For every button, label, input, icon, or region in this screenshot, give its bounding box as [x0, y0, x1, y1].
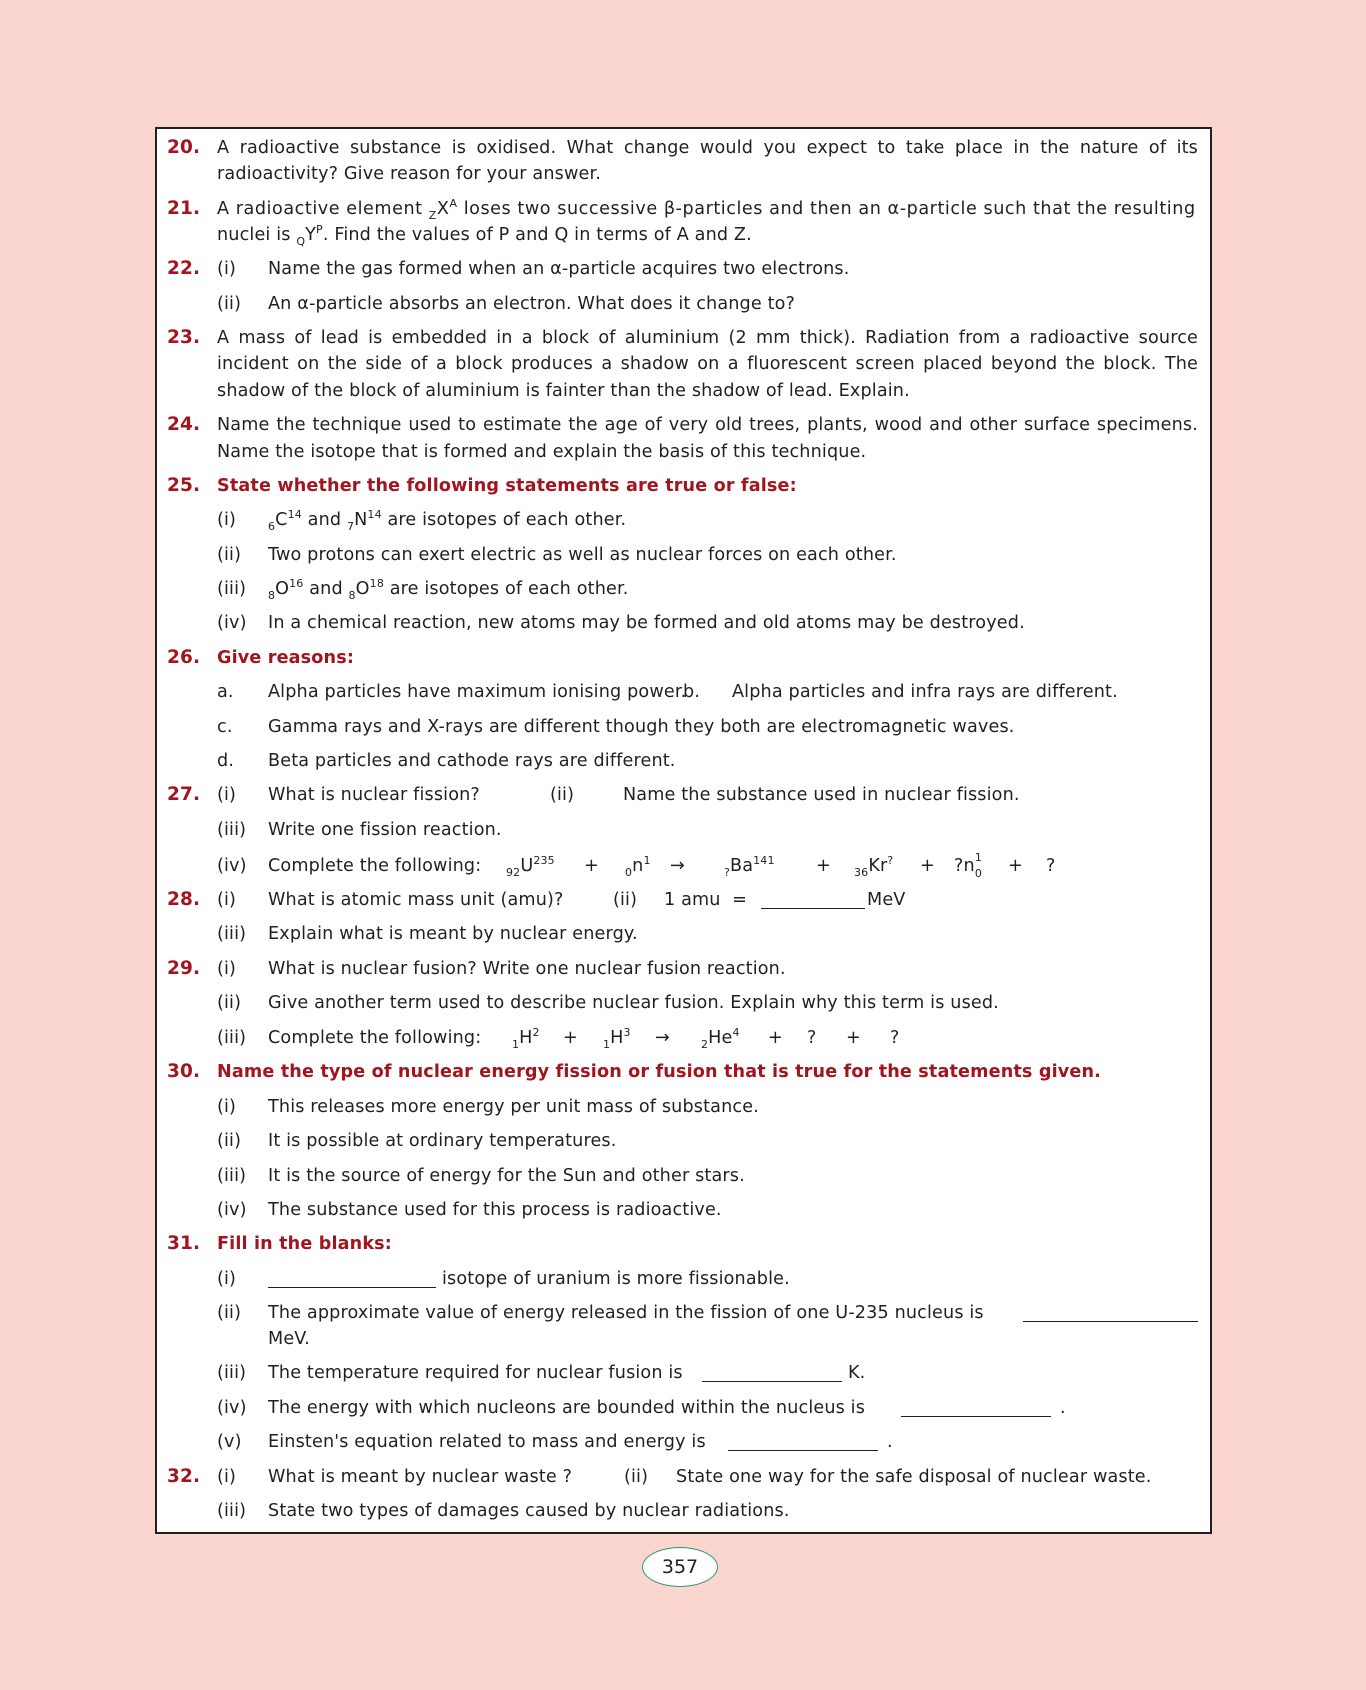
sub-label: (iv) [217, 856, 247, 876]
question-24 [157, 412, 1210, 438]
sub-text: It is the source of energy for the Sun and other stars. [268, 1166, 745, 1186]
question-26-a-b [157, 679, 1210, 705]
sub-text: isotope of uranium is more fissionable. [442, 1269, 790, 1289]
sub-label: (iv) [217, 613, 247, 633]
equation-term: ?n 1 0 [954, 851, 982, 880]
sub-text: Name the substance used in nuclear fission. [623, 785, 1020, 805]
equation-term: $_?Ba^{141}$ [724, 854, 775, 879]
sub-label: (ii) [217, 1303, 242, 1323]
fusion-equation: $_1H^2$ [512, 1026, 540, 1051]
question-24-line-2 [157, 439, 1210, 465]
equation-term: $_2He^4$ [701, 1026, 740, 1051]
question-number: 21. [167, 198, 201, 219]
sub-label: a. [217, 682, 234, 702]
sub-label: (iii) [217, 1501, 247, 1521]
question-text: radioactivity? Give reason for your answer. [217, 164, 602, 184]
question-text: Name the technique used to estimate the age of very old trees, plants, wood and other surface specimens. [217, 415, 1198, 435]
section-heading: Give reasons: [217, 648, 355, 668]
question-32-iii [157, 1498, 1210, 1524]
sub-text: What is nuclear fusion? Write one nuclear fusion reaction. [268, 959, 786, 979]
sub-label: (ii) [217, 545, 242, 565]
question-27 [157, 782, 1210, 808]
sub-label: (iii) [217, 1166, 247, 1186]
sub-text: State one way for the safe disposal of nuclear waste. [676, 1467, 1152, 1487]
question-number: 22. [167, 258, 201, 279]
unit: K. [848, 1363, 866, 1383]
sub-label: (ii) [624, 1467, 649, 1487]
equation-term: $_0n^1$ [625, 854, 651, 879]
question-31 [157, 1231, 1210, 1257]
answer-blank[interactable] [901, 1398, 1051, 1417]
question-21 [157, 196, 1210, 222]
sub-label: (i) [217, 510, 237, 530]
sub-text: This releases more energy per unit mass of substance. [268, 1097, 759, 1117]
answer-blank[interactable] [1023, 1303, 1198, 1322]
answer-blank[interactable] [728, 1432, 878, 1451]
answer-blank[interactable] [268, 1269, 436, 1288]
sub-label: (ii) [217, 1131, 242, 1151]
sub-text: Write one fission reaction. [268, 820, 502, 840]
question-29-iii [157, 1025, 1210, 1051]
question-text: nuclei is $_QY^P$. Find the values of P and Q in terms of A and Z. [217, 223, 752, 248]
sub-text: Einsten's equation related to mass and energy is [268, 1432, 706, 1452]
sub-label: (ii) [217, 993, 242, 1013]
question-27-iii [157, 817, 1210, 843]
sub-label: (iii) [217, 820, 247, 840]
sub-text: The approximate value of energy released in the fission of one U-235 nucleus is [268, 1303, 984, 1323]
question-31-i [157, 1266, 1210, 1292]
question-number: 30. [167, 1061, 201, 1082]
plus-sign: + [846, 1028, 861, 1048]
sub-label: d. [217, 751, 235, 771]
sub-text: An α-particle absorbs an electron. What does it change to? [268, 294, 796, 314]
fission-equation: $_{92}U^{235}$ [506, 854, 555, 879]
section-heading: Name the type of nuclear energy fission or fusion that is true for the statements given. [217, 1062, 1101, 1082]
question-30-ii [157, 1128, 1210, 1154]
sub-text: The substance used for this process is radioactive. [268, 1200, 722, 1220]
sub-text: $_6C^{14}$ and $_7N^{14}$ are isotopes of each other. [268, 508, 627, 533]
question-25 [157, 473, 1210, 499]
question-21-line-2 [157, 222, 1210, 248]
sub-label: (ii) [550, 785, 575, 805]
sub-text: What is nuclear fission? [268, 785, 480, 805]
sub-label: (iv) [217, 1398, 247, 1418]
question-30 [157, 1059, 1210, 1085]
sub-label: (iii) [217, 579, 247, 599]
question-25-iv [157, 610, 1210, 636]
sub-label: (iv) [217, 1200, 247, 1220]
question-text: incident on the side of a block produces a shadow on a fluorescent screen placed beyond the block. The [217, 354, 1198, 374]
sub-text: Give another term used to describe nuclear fusion. Explain why this term is used. [268, 993, 999, 1013]
sub-text: In a chemical reaction, new atoms may be formed and old atoms may be destroyed. [268, 613, 1025, 633]
plus-sign: + [920, 856, 935, 876]
sub-text: Explain what is meant by nuclear energy. [268, 924, 638, 944]
sub-text: $_8O^{16}$ and $_8O^{18}$ are isotopes of each other. [268, 577, 629, 602]
question-32 [157, 1464, 1210, 1490]
punctuation: . [887, 1432, 893, 1452]
question-23-line-3 [157, 378, 1210, 404]
question-number: 27. [167, 784, 201, 805]
question-text: A radioactive substance is oxidised. What change would you expect to take place in the nature of its [217, 138, 1198, 158]
plus-sign: + [563, 1028, 578, 1048]
question-number: 24. [167, 414, 201, 435]
question-30-i [157, 1094, 1210, 1120]
sub-text: Beta particles and cathode rays are different. [268, 751, 676, 771]
question-number: 23. [167, 327, 201, 348]
question-text: shadow of the block of aluminium is fainter than the shadow of lead. Explain. [217, 381, 910, 401]
plus-sign: + [1008, 856, 1023, 876]
question-number: 25. [167, 475, 201, 496]
sub-text: The energy with which nucleons are bounded within the nucleus is [268, 1398, 866, 1418]
sub-label: (ii) [217, 294, 242, 314]
sub-text: What is meant by nuclear waste ? [268, 1467, 573, 1487]
sub-label: (iii) [217, 1028, 247, 1048]
question-26 [157, 645, 1210, 671]
question-29-ii [157, 990, 1210, 1016]
sub-text: Two protons can exert electric as well as nuclear forces on each other. [268, 545, 897, 565]
question-text: A mass of lead is embedded in a block of aluminium (2 mm thick). Radiation from a radioactive source [217, 328, 1198, 348]
question-31-ii [157, 1300, 1210, 1326]
question-28-iii [157, 921, 1210, 947]
question-number: 29. [167, 958, 201, 979]
sub-label: (i) [217, 890, 237, 910]
sub-text: MeV. [268, 1329, 310, 1349]
question-20-line-2 [157, 161, 1210, 187]
question-20 [157, 135, 1210, 161]
punctuation: . [1060, 1398, 1066, 1418]
sub-text: State two types of damages caused by nuclear radiations. [268, 1501, 790, 1521]
sub-label: (iii) [217, 1363, 247, 1383]
question-25-i [157, 507, 1210, 533]
question-26-d [157, 748, 1210, 774]
sub-label: (i) [217, 259, 237, 279]
question-25-iii [157, 576, 1210, 602]
plus-sign: + [816, 856, 831, 876]
sub-label: (i) [217, 959, 237, 979]
question-31-iii [157, 1360, 1210, 1386]
answer-blank[interactable] [761, 890, 865, 909]
question-number: 28. [167, 889, 201, 910]
question-number: 20. [167, 137, 201, 158]
question-27-iv [157, 853, 1210, 879]
plus-sign: + [584, 856, 599, 876]
question-29 [157, 956, 1210, 982]
sub-text: Alpha particles have maximum ionising power. [268, 682, 687, 702]
question-31-iv [157, 1395, 1210, 1421]
sub-text: Alpha particles and infra rays are different. [732, 682, 1118, 702]
arrow-icon: → [670, 856, 685, 876]
exercise-box [155, 127, 1212, 1534]
equation-term: $_{36}$Kr? [854, 854, 894, 879]
question-30-iv [157, 1197, 1210, 1223]
equation-term: $_1H^3$ [603, 1026, 631, 1051]
sub-text: It is possible at ordinary temperatures. [268, 1131, 617, 1151]
sub-label: (i) [217, 785, 237, 805]
plus-sign: + [768, 1028, 783, 1048]
question-text: A radioactive element $_ZX^A$ loses two successive β-particles and then an α-particle such that the resulting [217, 197, 1196, 222]
page-number: 357 [642, 1547, 718, 1587]
section-heading: Fill in the blanks: [217, 1234, 392, 1254]
question-28 [157, 887, 1210, 913]
sub-label: (v) [217, 1432, 242, 1452]
sub-label: b. [683, 682, 701, 702]
sub-label: (i) [217, 1467, 237, 1487]
question-30-iii [157, 1163, 1210, 1189]
sub-text: Name the gas formed when an α-particle acquires two electrons. [268, 259, 850, 279]
equation-term: ? [807, 1028, 817, 1048]
sub-label: c. [217, 717, 233, 737]
sub-label: (iii) [217, 924, 247, 944]
sub-label: (ii) [613, 890, 638, 910]
question-26-c [157, 714, 1210, 740]
equation-term: ? [1046, 856, 1056, 876]
sub-text: The temperature required for nuclear fusion is [268, 1363, 683, 1383]
equation-term: ? [890, 1028, 900, 1048]
question-number: 32. [167, 1466, 201, 1487]
sub-text: Complete the following: [268, 856, 482, 876]
question-23-line-2 [157, 351, 1210, 377]
question-text: Name the isotope that is formed and explain the basis of this technique. [217, 442, 867, 462]
sub-text: What is atomic mass unit (amu)? [268, 890, 564, 910]
unit: MeV [867, 890, 906, 910]
arrow-icon: → [655, 1028, 670, 1048]
sub-label: (i) [217, 1269, 237, 1289]
question-22 [157, 256, 1210, 282]
question-31-ii-line-2 [157, 1326, 1210, 1352]
question-number: 31. [167, 1233, 201, 1254]
question-31-v [157, 1429, 1210, 1455]
sub-text: Gamma rays and X-rays are different though they both are electromagnetic waves. [268, 717, 1015, 737]
sub-text: 1 amu = [664, 890, 747, 910]
question-23 [157, 325, 1210, 351]
question-number: 26. [167, 647, 201, 668]
sub-text: Complete the following: [268, 1028, 482, 1048]
question-25-ii [157, 542, 1210, 568]
section-heading: State whether the following statements are true or false: [217, 476, 797, 496]
question-22-ii [157, 291, 1210, 317]
answer-blank[interactable] [702, 1363, 842, 1382]
sub-label: (i) [217, 1097, 237, 1117]
